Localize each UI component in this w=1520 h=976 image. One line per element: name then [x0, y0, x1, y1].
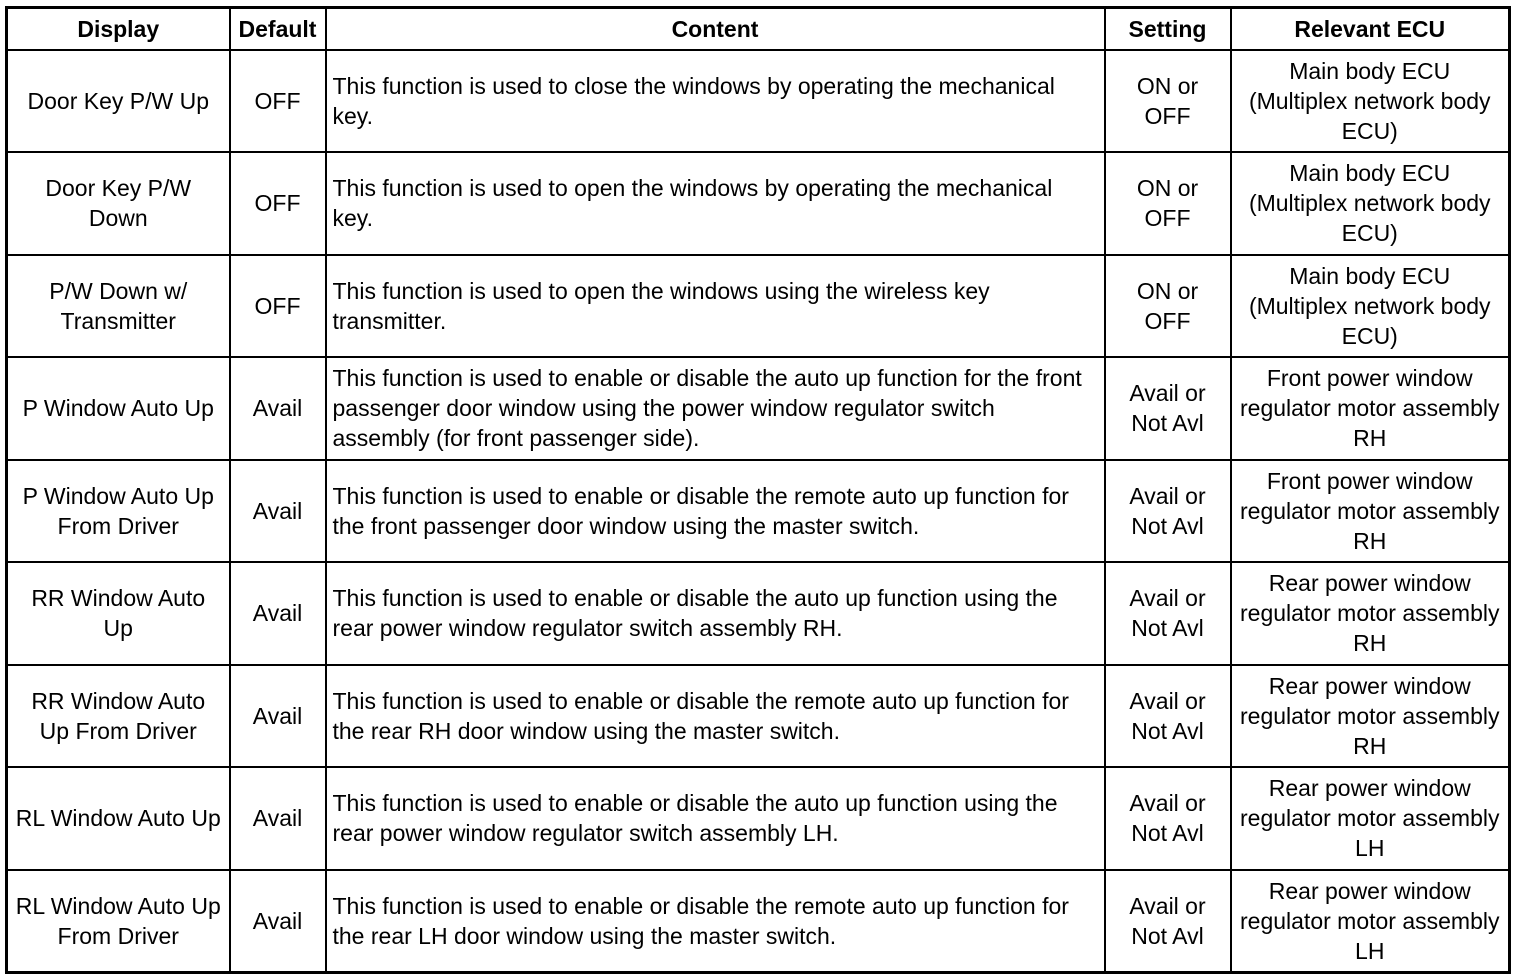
- header-display: Display: [7, 8, 230, 50]
- setting-cell: Avail or Not Avl: [1105, 460, 1231, 563]
- relevant-ecu-cell: Main body ECU (Multiplex network body ECU): [1231, 255, 1510, 358]
- header-relevant-ecu: Relevant ECU: [1231, 8, 1510, 50]
- table-row: [7, 50, 1510, 153]
- table-row: [7, 255, 1510, 358]
- content-cell: This function is used to enable or disable the remote auto up function for the front passenger door window using the master switch.: [326, 460, 1105, 563]
- content-cell: This function is used to enable or disable the remote auto up function for the rear RH door window using the master switch.: [326, 665, 1105, 768]
- default-cell: Avail: [230, 357, 326, 460]
- relevant-ecu-cell: Main body ECU (Multiplex network body ECU): [1231, 50, 1510, 153]
- header-content: Content: [326, 8, 1105, 50]
- setting-cell: ON or OFF: [1105, 255, 1231, 358]
- content-cell: This function is used to enable or disable the auto up function using the rear power window regulator switch assembly LH.: [326, 767, 1105, 870]
- content-cell: This function is used to open the windows using the wireless key transmitter.: [326, 255, 1105, 358]
- relevant-ecu-cell: Front power window regulator motor assembly RH: [1231, 357, 1510, 460]
- display-cell: RR Window Auto Up: [7, 562, 230, 665]
- display-cell: P/W Down w/ Transmitter: [7, 255, 230, 358]
- default-cell: Avail: [230, 562, 326, 665]
- default-cell: OFF: [230, 255, 326, 358]
- content-cell: This function is used to enable or disable the auto up function for the front passenger door window using the power window regulator switch assembly (for front passenger side).: [326, 357, 1105, 460]
- display-cell: RR Window Auto Up From Driver: [7, 665, 230, 768]
- relevant-ecu-cell: Front power window regulator motor assembly RH: [1231, 460, 1510, 563]
- table-row: [7, 152, 1510, 255]
- table-row: [7, 460, 1510, 563]
- setting-cell: Avail or Not Avl: [1105, 665, 1231, 768]
- default-cell: Avail: [230, 460, 326, 563]
- header-setting: Setting: [1105, 8, 1231, 50]
- content-cell: This function is used to close the windows by operating the mechanical key.: [326, 50, 1105, 153]
- relevant-ecu-cell: Main body ECU (Multiplex network body ECU): [1231, 152, 1510, 255]
- customize-function-table: [5, 6, 1511, 974]
- display-cell: Door Key P/W Down: [7, 152, 230, 255]
- table-row: [7, 870, 1510, 973]
- default-cell: Avail: [230, 665, 326, 768]
- setting-cell: Avail or Not Avl: [1105, 767, 1231, 870]
- setting-cell: Avail or Not Avl: [1105, 357, 1231, 460]
- relevant-ecu-cell: Rear power window regulator motor assembly LH: [1231, 870, 1510, 973]
- relevant-ecu-cell: Rear power window regulator motor assembly LH: [1231, 767, 1510, 870]
- default-cell: OFF: [230, 152, 326, 255]
- display-cell: P Window Auto Up: [7, 357, 230, 460]
- setting-cell: Avail or Not Avl: [1105, 870, 1231, 973]
- header-default: Default: [230, 8, 326, 50]
- table-row: [7, 665, 1510, 768]
- relevant-ecu-cell: Rear power window regulator motor assembly RH: [1231, 562, 1510, 665]
- table-row: [7, 562, 1510, 665]
- setting-cell: Avail or Not Avl: [1105, 562, 1231, 665]
- content-cell: This function is used to enable or disable the auto up function using the rear power window regulator switch assembly RH.: [326, 562, 1105, 665]
- default-cell: Avail: [230, 870, 326, 973]
- content-cell: This function is used to open the windows by operating the mechanical key.: [326, 152, 1105, 255]
- setting-cell: ON or OFF: [1105, 50, 1231, 153]
- table-header-row: [7, 8, 1510, 50]
- display-cell: Door Key P/W Up: [7, 50, 230, 153]
- display-cell: RL Window Auto Up From Driver: [7, 870, 230, 973]
- content-cell: This function is used to enable or disable the remote auto up function for the rear LH door window using the master switch.: [326, 870, 1105, 973]
- relevant-ecu-cell: Rear power window regulator motor assembly RH: [1231, 665, 1510, 768]
- table-row: [7, 767, 1510, 870]
- setting-cell: ON or OFF: [1105, 152, 1231, 255]
- display-cell: P Window Auto Up From Driver: [7, 460, 230, 563]
- table-row: [7, 357, 1510, 460]
- default-cell: Avail: [230, 767, 326, 870]
- display-cell: RL Window Auto Up: [7, 767, 230, 870]
- default-cell: OFF: [230, 50, 326, 153]
